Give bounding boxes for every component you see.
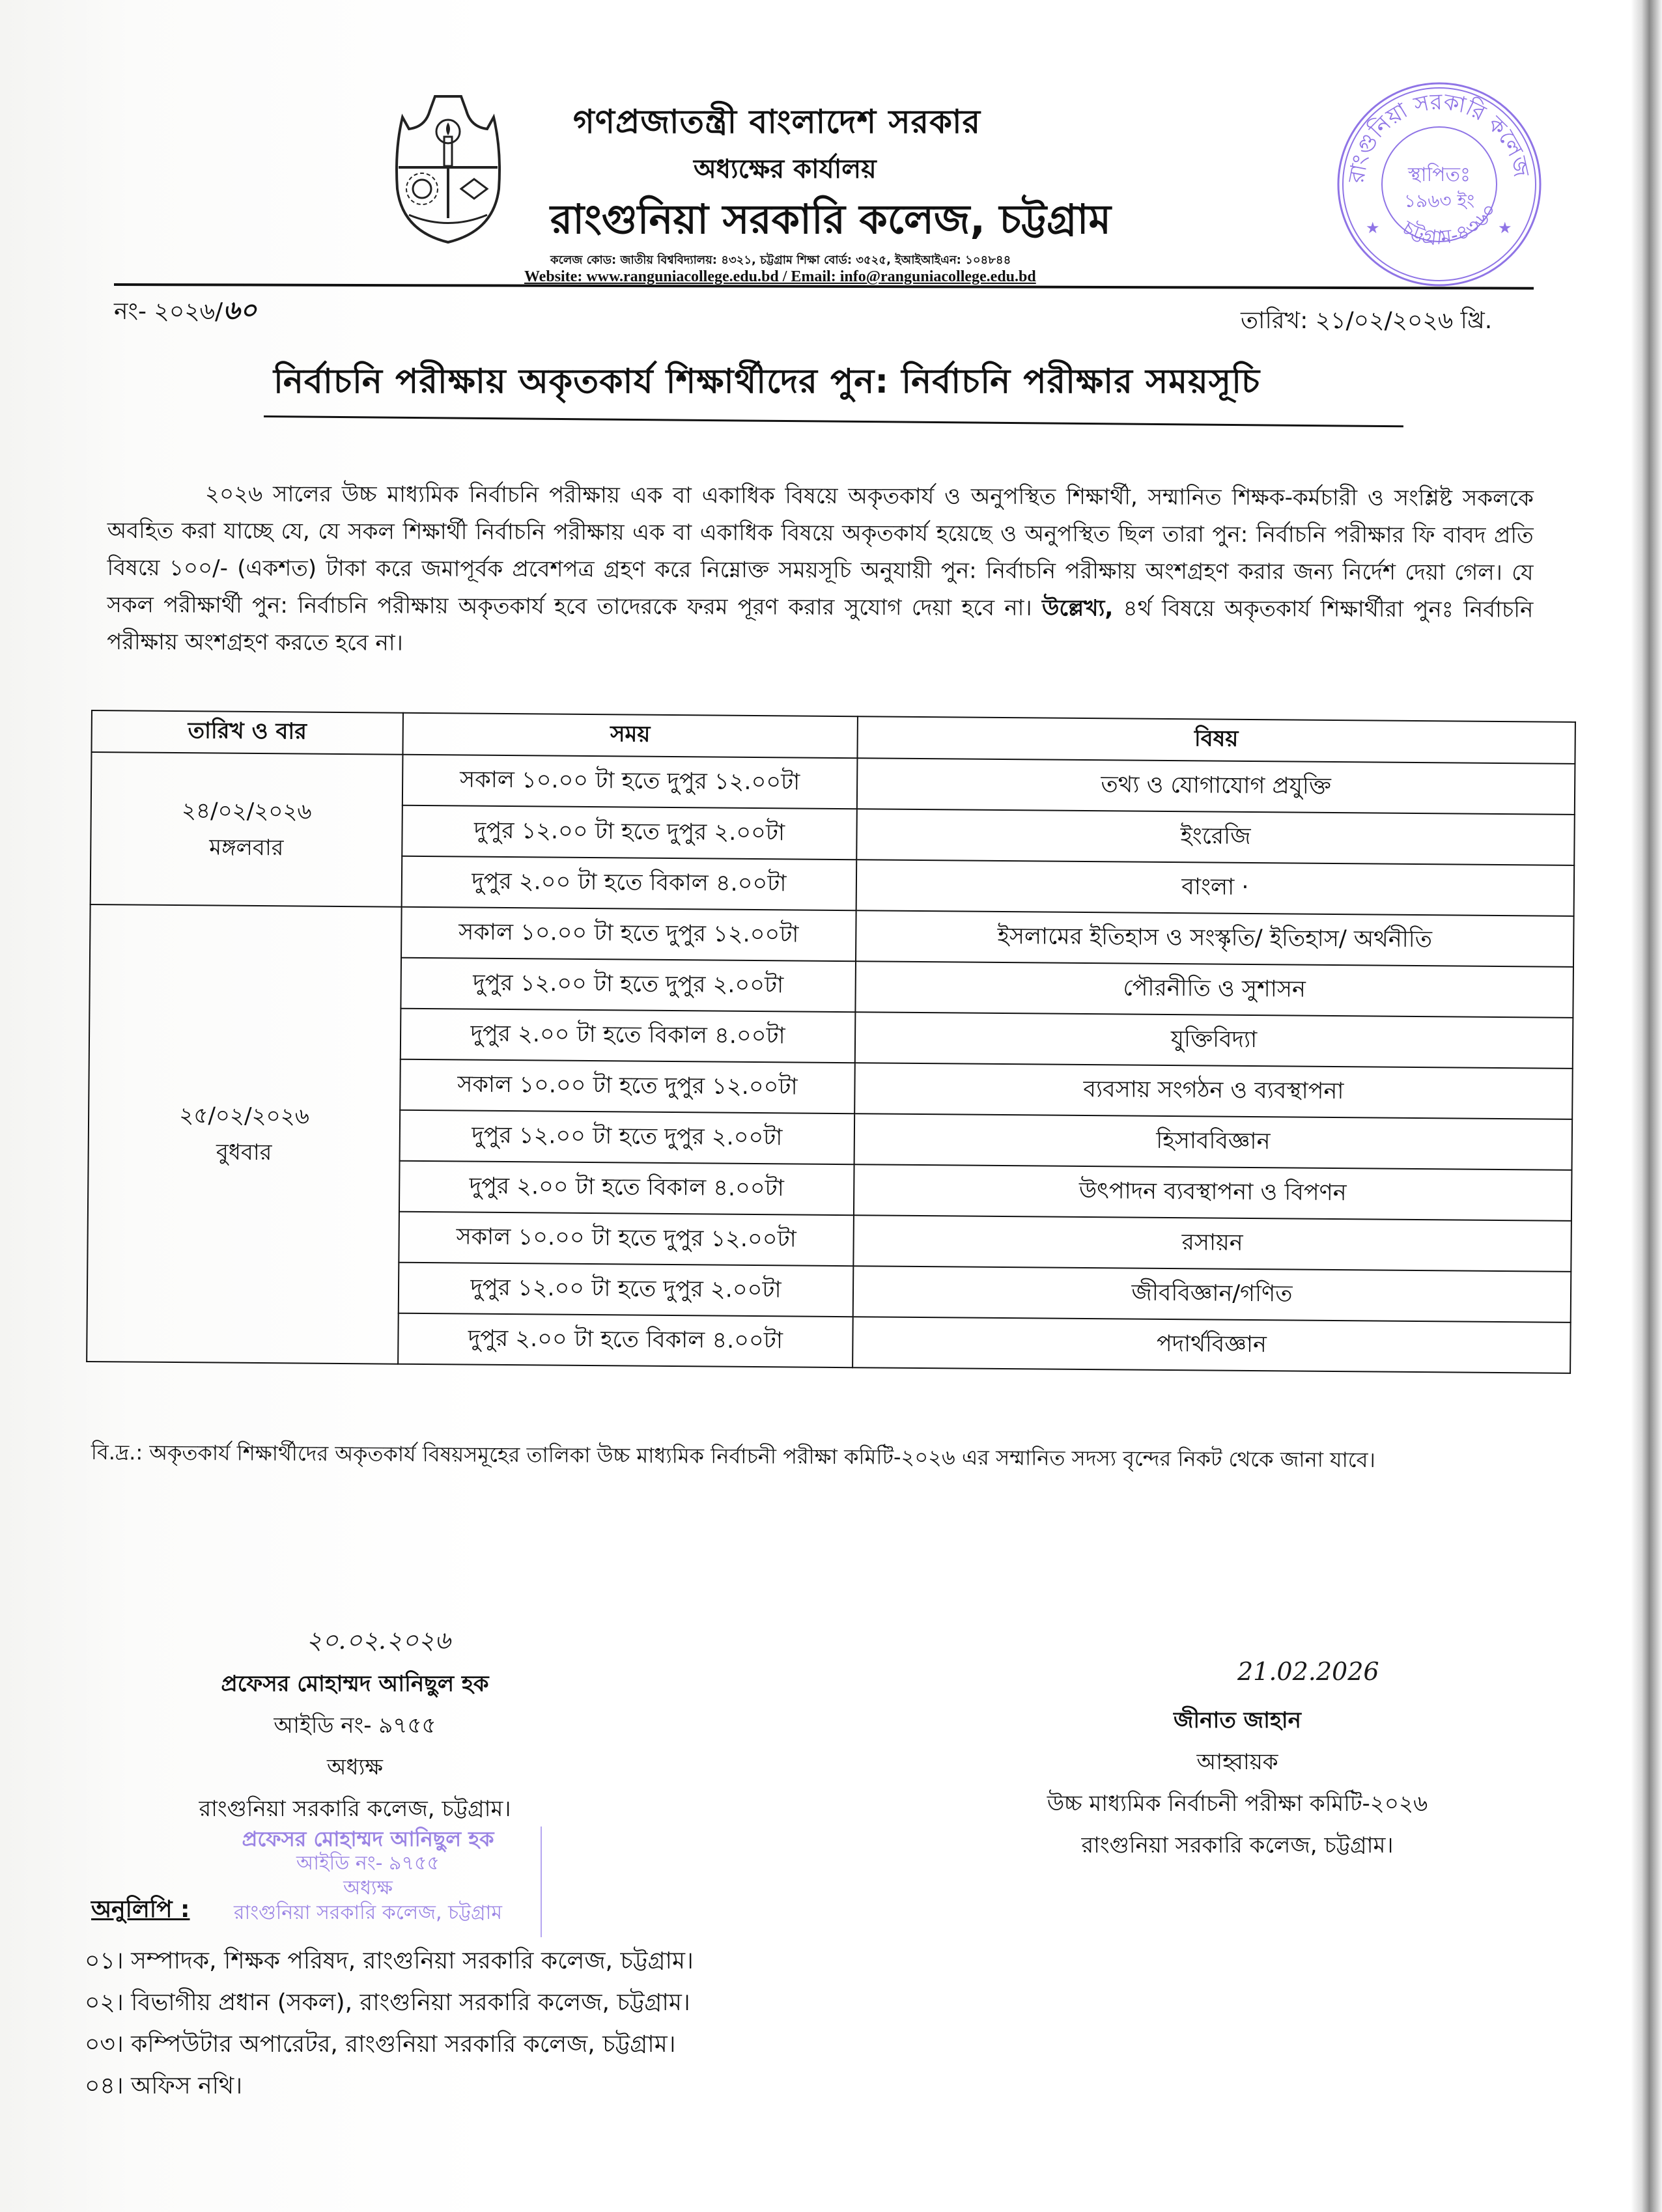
- government-heading: গণপ্রজাতন্ত্রী বাংলাদেশ সরকার: [573, 103, 981, 141]
- college-name: রাংগুনিয়া সরকারি কলেজ, চট্টগ্রাম: [550, 195, 1111, 243]
- notice-body: [107, 475, 1534, 666]
- subject-cell: ইসলামের ইতিহাস ও সংস্কৃতি/ ইতিহাস/ অর্থনীতি: [856, 910, 1574, 967]
- subject-cell: পৌরনীতি ও সুশাসন: [855, 961, 1573, 1018]
- principal-name: প্রফেসর মোহাম্মদ আনিছুল হক: [221, 1671, 489, 1697]
- subject-cell: ইংরেজি: [856, 809, 1575, 865]
- subject-cell: হিসাববিজ্ঞান: [854, 1113, 1573, 1170]
- principal-institution: রাংগুনিয়া সরকারি কলেজ, চট্টগ্রাম।: [199, 1796, 511, 1822]
- memo-number: [114, 290, 257, 333]
- subject-cell: উৎপাদন ব্যবস্থাপনা ও বিপণন: [854, 1164, 1572, 1221]
- exam-date: ২৪/০২/২০২৬: [181, 798, 312, 825]
- signature-right-date: 21.02.2026: [1237, 1657, 1379, 1686]
- date-cell: [91, 752, 403, 907]
- principal-stamp: [195, 1827, 542, 1937]
- subject-cell: রসায়ন: [853, 1215, 1571, 1272]
- signatory-principal: [143, 1621, 567, 1830]
- subject-cell: বাংলা ·: [856, 860, 1575, 916]
- copy-item: ০৩। কম্পিউটার অপারেটর, রাংগুনিয়া সরকারি কলেজ, চট্টগ্রাম।: [85, 2031, 676, 2058]
- exam-date: ২৫/০২/২০২৬: [179, 1102, 310, 1130]
- exam-schedule-table: [86, 710, 1576, 1374]
- seal-established-label: স্থাপিতঃ: [1407, 163, 1471, 186]
- copy-item: ০৪। অফিস নথি।: [85, 2073, 243, 2099]
- time-cell: দুপুর ২.০০ টা হতে বিকাল ৪.০০টা: [402, 856, 857, 910]
- college-logo: [389, 91, 507, 247]
- college-codes: কলেজ কোড: জাতীয় বিশ্ববিদ্যালয়: ৪৩২১, চট্টগ্রাম শিক্ষা বোর্ড: ৩৫২৫, ইআইআইএন: ১০৪৮৪৪: [550, 253, 1011, 267]
- principal-id: আইডি নং- ৯৭৫৫: [274, 1713, 436, 1739]
- date-cell: [87, 904, 401, 1364]
- college-seal: [1332, 77, 1547, 292]
- memo-number-prefix: নং- ২০২৬/: [114, 298, 223, 325]
- stamp-institution: রাংগুনিয়া সরকারি কলেজ, চট্টগ্রাম: [234, 1901, 502, 1924]
- header-subject: বিষয়: [857, 716, 1575, 764]
- copy-item: ০২। বিভাগীয় প্রধান (সকল), রাংগুনিয়া সরকারি কলেজ, চট্টগ্রাম।: [85, 1989, 690, 2016]
- stamp-id: আইডি নং- ৯৭৫৫: [296, 1852, 440, 1875]
- subject-cell: পদার্থবিজ্ঞান: [852, 1317, 1571, 1373]
- subject-cell: যুক্তিবিদ্যা: [855, 1012, 1573, 1069]
- seal-location: চট্টগ্রাম-৪৩৬০: [1398, 199, 1502, 250]
- time-cell: দুপুর ১২.০০ টা হতে দুপুর ২.০০টা: [399, 1263, 854, 1317]
- scan-edge: [1631, 0, 1662, 2212]
- office-heading: অধ্যক্ষের কার্যালয়: [694, 154, 877, 184]
- convener-name: জীনাত জাহান: [1174, 1707, 1301, 1733]
- seal-star-icon: ★: [1366, 219, 1380, 237]
- copies-list: [85, 1940, 694, 2107]
- body-main-text: ২০২৬ সালের উচ্চ মাধ্যমিক নির্বাচনি পরীক্ষায় এক বা একাধিক বিষয়ে অকৃতকার্য ও অনুপস্থিত শিক্ষার্থী, সম্মানিত শিক্ষক-কর্মচারী ও সংশ্লিষ্ট সকলকে অবহিত করা যাচ্ছে যে, যে সকল শিক্ষার্থী নির্বাচনি পরীক্ষায় এক বা একাধিক বিষয়ে অকৃতকার্য হয়েছে ও অনুপস্থিত ছিল তারা পুন: নির্বাচনি পরীক্ষার ফি বাবদ প্রতি বিষয়ে ১০০/- (একশত) টাকা করে জমাপূর্বক প্রবেশপত্র গ্রহণ করে নিম্নোক্ত সময়সূচি অনুযায়ী পুন: নির্বাচনি পরীক্ষায় অংশগ্রহণ করার জন্য নির্দেশ দেয়া গেল। যে সকল পরীক্ষার্থী পুন: নির্বাচনি পরীক্ষায় অকৃতকার্য হবে তাদেরকে ফরম পূরণ করার সুযোগ দেয়া হবে না।: [107, 481, 1534, 621]
- seal-ring-text: রাংগুনিয়া সরকারি কলেজ: [1343, 89, 1534, 186]
- time-cell: দুপুর ২.০০ টা হতে বিকাল ৪.০০টা: [398, 1313, 853, 1367]
- time-cell: দুপুর ২.০০ টা হতে বিকাল ৪.০০টা: [399, 1161, 854, 1215]
- time-cell: দুপুর ১২.০০ টা হতে দুপুর ২.০০টা: [400, 1110, 855, 1164]
- stamp-designation: অধ্যক্ষ: [343, 1877, 393, 1899]
- subject-cell: তথ্য ও যোগাযোগ প্রযুক্তি: [857, 758, 1575, 815]
- footnote: বি.দ্র.: অকৃতকার্য শিক্ষার্থীদের অকৃতকার্য বিষয়সমূহের তালিকা উচ্চ মাধ্যমিক নির্বাচনী পরীক্ষা কমিটি-২০২৬ এর সম্মানিত সদস্য বৃন্দের নিকট থেকে জানা যাবে।: [91, 1439, 1376, 1473]
- convener-committee: উচ্চ মাধ্যমিক নির্বাচনী পরীক্ষা কমিটি-২০২৬: [1047, 1791, 1428, 1817]
- signatory-convener: [977, 1700, 1498, 1866]
- time-cell: দুপুর ১২.০০ টা হতে দুপুর ২.০০টা: [402, 805, 857, 860]
- time-cell: দুপুর ২.০০ টা হতে বিকাল ৪.০০টা: [401, 1009, 856, 1063]
- signature-left-date: ২০.০২.২০২৬: [306, 1626, 451, 1655]
- copies-title: অনুলিপি :: [91, 1896, 190, 1923]
- notice-title: নির্বাচনি পরীক্ষায় অকৃতকার্য শিক্ষার্থীদের পুন: নির্বাচনি পরীক্ষার সময়সূচি: [274, 362, 1261, 401]
- seal-star-icon: ★: [1498, 219, 1512, 237]
- body-note-text: ৪র্থ বিষয়ে অকৃতকার্য শিক্ষার্থীরা পুনঃ নির্বাচনি পরীক্ষায় অংশগ্রহণ করতে হবে না।: [107, 595, 1534, 656]
- seal-established-year: ১৯৬৩ ইং: [1403, 190, 1475, 212]
- convener-institution: রাংগুনিয়া সরকারি কলেজ, চট্টগ্রাম।: [1081, 1832, 1394, 1858]
- time-cell: সকাল ১০.০০ টা হতে দুপুর ১২.০০টা: [400, 1059, 855, 1113]
- stamp-name: প্রফেসর মোহাম্মদ আনিছুল হক: [242, 1827, 494, 1851]
- exam-weekday: বুধবার: [216, 1139, 272, 1166]
- body-note-label: উল্লেখ্য,: [1041, 595, 1114, 622]
- exam-weekday: মঙ্গলবার: [209, 834, 284, 861]
- header-date: তারিখ ও বার: [91, 710, 402, 755]
- time-cell: সকাল ১০.০০ টা হতে দুপুর ১২.০০টা: [401, 907, 856, 961]
- copy-item: ০১। সম্পাদক, শিক্ষক পরিষদ, রাংগুনিয়া সরকারি কলেজ, চট্টগ্রাম।: [85, 1948, 694, 1974]
- principal-designation: অধ্যক্ষ: [327, 1754, 383, 1780]
- subject-cell: ব্যবসায় সংগঠন ও ব্যবস্থাপনা: [854, 1063, 1573, 1119]
- convener-designation: আহ্বায়ক: [1196, 1749, 1278, 1775]
- table-row: [91, 752, 1575, 815]
- memo-date: তারিখ: ২১/০২/২০২৬ খ্রি.: [1241, 307, 1493, 334]
- header-time: সময়: [402, 713, 857, 758]
- time-cell: সকাল ১০.০০ টা হতে দুপুর ১২.০০টা: [399, 1212, 854, 1266]
- table-row: [90, 904, 1574, 967]
- time-cell: দুপুর ১২.০০ টা হতে দুপুর ২.০০টা: [401, 958, 856, 1012]
- website-email[interactable]: Website: www.ranguniacollege.edu.bd / Email: info@ranguniacollege.edu.bd: [524, 268, 1036, 285]
- subject-cell: জীববিজ্ঞান/গণিত: [853, 1266, 1571, 1323]
- memo-number-handwritten: ৬০: [223, 295, 257, 326]
- time-cell: সকাল ১০.০০ টা হতে দুপুর ১২.০০টা: [402, 755, 858, 809]
